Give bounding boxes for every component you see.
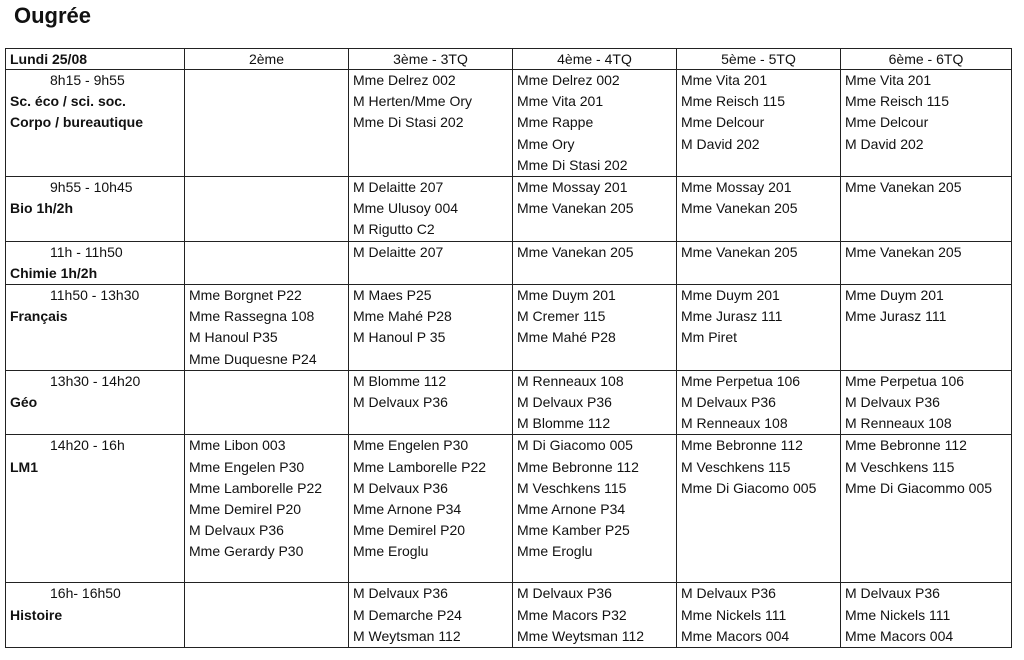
teacher-entry: Mme Macors P32 xyxy=(517,606,627,623)
teacher-entry: Mme Bebronne 112 xyxy=(681,437,803,454)
teacher-entry: Mme Mahé P28 xyxy=(517,329,616,346)
teacher-entry: Mme Ulusoy 004 xyxy=(353,200,459,217)
schedule-cell xyxy=(185,70,349,177)
teacher-entry: M Delvaux P36 xyxy=(517,585,612,602)
teacher-entry: Mme Lamborelle P22 xyxy=(353,458,487,475)
subject-label: Histoire xyxy=(10,606,63,623)
teacher-entry: M Maes P25 xyxy=(353,287,432,304)
teacher-entry: Mme Duym 201 xyxy=(845,287,944,304)
teacher-entry: Mme Demirel P20 xyxy=(189,501,302,518)
teacher-entry: Mme Rassegna 108 xyxy=(189,308,315,325)
teacher-entry: M Delvaux P36 xyxy=(189,522,284,539)
schedule-cell xyxy=(349,370,513,435)
column-header: 5ème - 5TQ xyxy=(677,49,841,70)
schedule-row xyxy=(6,435,1012,583)
schedule-cell xyxy=(841,177,1012,242)
teacher-entry: Mme Engelen P30 xyxy=(189,458,305,475)
teacher-entry: M Delvaux P36 xyxy=(517,394,612,411)
day-label: Lundi 25/08 xyxy=(6,49,185,70)
teacher-entry: M Delvaux P36 xyxy=(845,394,940,411)
subject-label: Chimie 1h/2h xyxy=(10,264,98,281)
teacher-entry: M Blomme 112 xyxy=(517,415,611,432)
schedule-cell xyxy=(841,435,1012,583)
teacher-entry: M Blomme 112 xyxy=(353,372,447,389)
teacher-entry: Mme Demirel P20 xyxy=(353,522,466,539)
teacher-entry: Mme Bebronne 112 xyxy=(517,458,639,475)
teacher-entry: M Veschkens 115 xyxy=(517,479,627,496)
page-title: Ougrée xyxy=(14,3,92,28)
schedule-cell xyxy=(677,583,841,648)
teacher-entry: Mme Engelen P30 xyxy=(353,437,469,454)
schedule-cell xyxy=(349,70,513,177)
teacher-entry: M Di Giacomo 005 xyxy=(517,437,633,454)
schedule-cell xyxy=(677,241,841,284)
teacher-entry: Mme Bebronne 112 xyxy=(845,437,967,454)
teacher-entry: Mme Nickels 111 xyxy=(845,606,951,623)
teacher-entry: Mme Di Stasi 202 xyxy=(353,114,464,131)
teacher-entry: Mme Macors 004 xyxy=(681,627,790,644)
teacher-entry: M Delvaux P36 xyxy=(353,394,448,411)
teacher-entry: Mme Vanekan 205 xyxy=(845,179,962,196)
teacher-entry: Mme Ory xyxy=(517,135,575,152)
teacher-entry: Mme Vanekan 205 xyxy=(517,200,634,217)
teacher-entry: Mme Delcour xyxy=(845,114,929,131)
time-slot-cell xyxy=(6,370,185,435)
column-header: 4ème - 4TQ xyxy=(513,49,677,70)
time-slot-cell xyxy=(6,285,185,371)
schedule-cell xyxy=(513,435,677,583)
teacher-entry: Mme Di Giacommo 005 xyxy=(845,479,993,496)
schedule-cell xyxy=(185,583,349,648)
teacher-entry: M Weytsman 112 xyxy=(353,627,461,644)
teacher-entry: Mme Eroglu xyxy=(517,543,593,560)
teacher-entry: Mme Jurasz 111 xyxy=(681,308,783,325)
column-header: 6ème - 6TQ xyxy=(841,49,1012,70)
teacher-entry: M Cremer 115 xyxy=(517,308,606,325)
time-slot-cell xyxy=(6,177,185,242)
teacher-entry: M Veschkens 115 xyxy=(681,458,791,475)
schedule-cell xyxy=(513,583,677,648)
time-slot: 16h- 16h50 xyxy=(50,585,121,602)
time-slot-cell xyxy=(6,241,185,284)
teacher-entry: Mme Delrez 002 xyxy=(353,72,456,88)
subject-label: Bio 1h/2h xyxy=(10,200,74,217)
teacher-entry: Mme Arnone P34 xyxy=(517,501,626,518)
teacher-entry: M Renneaux 108 xyxy=(681,415,788,432)
subject-label: Français xyxy=(10,308,68,325)
teacher-entry: Mme Eroglu xyxy=(353,543,429,560)
teacher-entry: Mme Mahé P28 xyxy=(353,308,452,325)
schedule-cell xyxy=(677,177,841,242)
teacher-entry: M Demarche P24 xyxy=(353,606,462,623)
teacher-entry: M Delvaux P36 xyxy=(353,585,448,602)
teacher-entry: Mme Kamber P25 xyxy=(517,522,630,539)
teacher-entry: Mme Jurasz 111 xyxy=(845,308,947,325)
schedule-cell xyxy=(513,285,677,371)
teacher-entry: Mme Lamborelle P22 xyxy=(189,479,323,496)
time-slot: 11h - 11h50 xyxy=(50,243,123,260)
column-header: 3ème - 3TQ xyxy=(349,49,513,70)
teacher-entry: Mme Delrez 002 xyxy=(517,72,620,88)
teacher-entry: M Delvaux P36 xyxy=(353,479,448,496)
teacher-entry: Mme Vanekan 205 xyxy=(681,243,798,260)
schedule-cell xyxy=(677,435,841,583)
teacher-entry: M Rigutto C2 xyxy=(353,221,435,238)
teacher-entry: M Hanoul P35 xyxy=(189,329,278,346)
teacher-entry: Mme Vita 201 xyxy=(681,72,768,88)
schedule-row xyxy=(6,177,1012,242)
schedule-cell xyxy=(677,370,841,435)
schedule-row xyxy=(6,370,1012,435)
schedule-cell xyxy=(349,285,513,371)
schedule-cell xyxy=(677,70,841,177)
schedule-cell xyxy=(841,370,1012,435)
teacher-entry: M Delvaux P36 xyxy=(845,585,940,602)
teacher-entry: Mme Mossay 201 xyxy=(681,179,792,196)
teacher-entry: Mme Vita 201 xyxy=(845,72,932,88)
time-slot: 8h15 - 9h55 xyxy=(50,72,125,88)
schedule-cell xyxy=(185,435,349,583)
schedule-cell xyxy=(349,435,513,583)
header-row xyxy=(6,49,1012,70)
time-slot: 9h55 - 10h45 xyxy=(50,179,133,196)
time-slot: 13h30 - 14h20 xyxy=(50,372,141,389)
schedule-cell xyxy=(185,241,349,284)
teacher-entry: M Delaitte 207 xyxy=(353,243,444,260)
schedule-row xyxy=(6,285,1012,371)
teacher-entry: Mme Duquesne P24 xyxy=(189,350,317,367)
schedule-cell xyxy=(841,583,1012,648)
schedule-cell xyxy=(841,285,1012,371)
teacher-entry: M Delvaux P36 xyxy=(681,585,776,602)
teacher-entry: Mme Duym 201 xyxy=(517,287,616,304)
subject-label: LM1 xyxy=(10,458,38,475)
teacher-entry: Mme Reisch 115 xyxy=(845,93,950,110)
schedule-cell xyxy=(185,285,349,371)
teacher-entry: Mme Delcour xyxy=(681,114,765,131)
schedule-cell xyxy=(513,370,677,435)
schedule-row xyxy=(6,70,1012,177)
teacher-entry: Mme Macors 004 xyxy=(845,627,954,644)
schedule-row xyxy=(6,241,1012,284)
teacher-entry: M David 202 xyxy=(681,135,760,152)
teacher-entry: Mme Gerardy P30 xyxy=(189,543,304,560)
teacher-entry: Mme Di Stasi 202 xyxy=(517,156,628,173)
schedule-cell xyxy=(349,583,513,648)
teacher-entry: M Veschkens 115 xyxy=(845,458,955,475)
teacher-entry: M Hanoul P 35 xyxy=(353,329,446,346)
teacher-entry: Mme Nickels 111 xyxy=(681,606,787,623)
teacher-entry: M Delaitte 207 xyxy=(353,179,444,196)
schedule-cell xyxy=(349,241,513,284)
teacher-entry: Mme Perpetua 106 xyxy=(845,372,965,389)
teacher-entry: Mme Vanekan 205 xyxy=(845,243,962,260)
schedule-cell xyxy=(841,70,1012,177)
schedule-cell xyxy=(185,177,349,242)
schedule-cell xyxy=(185,370,349,435)
teacher-entry: Mme Borgnet P22 xyxy=(189,287,302,304)
teacher-entry: Mme Perpetua 106 xyxy=(681,372,801,389)
teacher-entry: Mme Rappe xyxy=(517,114,594,131)
schedule-cell xyxy=(513,70,677,177)
teacher-entry: Mme Reisch 115 xyxy=(681,93,786,110)
schedule-cell xyxy=(513,177,677,242)
teacher-entry: Mme Vanekan 205 xyxy=(681,200,798,217)
teacher-entry: Mme Duym 201 xyxy=(681,287,780,304)
schedule-cell xyxy=(349,177,513,242)
time-slot: 11h50 - 13h30 xyxy=(50,287,140,304)
schedule-table xyxy=(5,48,1012,648)
schedule-cell xyxy=(677,285,841,371)
subject-label: Sc. éco / sci. soc. xyxy=(10,93,126,110)
teacher-entry: Mme Di Giacomo 005 xyxy=(681,479,817,496)
time-slot: 14h20 - 16h xyxy=(50,437,125,454)
schedule-cell xyxy=(841,241,1012,284)
teacher-entry: Mme Vita 201 xyxy=(517,93,604,110)
teacher-entry: Mme Mossay 201 xyxy=(517,179,628,196)
teacher-entry: Mme Arnone P34 xyxy=(353,501,462,518)
time-slot-cell xyxy=(6,70,185,177)
teacher-entry: Mme Libon 003 xyxy=(189,437,286,454)
subject-label: Corpo / bureautique xyxy=(10,114,143,131)
time-slot-cell xyxy=(6,583,185,648)
subject-label: Géo xyxy=(10,394,38,411)
column-header: 2ème xyxy=(185,49,349,70)
teacher-entry: M Renneaux 108 xyxy=(845,415,952,432)
teacher-entry: Mm Piret xyxy=(681,329,737,346)
teacher-entry: M David 202 xyxy=(845,135,924,152)
teacher-entry: M Renneaux 108 xyxy=(517,372,624,389)
schedule-cell xyxy=(513,241,677,284)
teacher-entry: M Herten/Mme Ory xyxy=(353,93,473,110)
teacher-entry: Mme Weytsman 112 xyxy=(517,627,645,644)
time-slot-cell xyxy=(6,435,185,583)
teacher-entry: M Delvaux P36 xyxy=(681,394,776,411)
teacher-entry: Mme Vanekan 205 xyxy=(517,243,634,260)
schedule-row xyxy=(6,583,1012,648)
